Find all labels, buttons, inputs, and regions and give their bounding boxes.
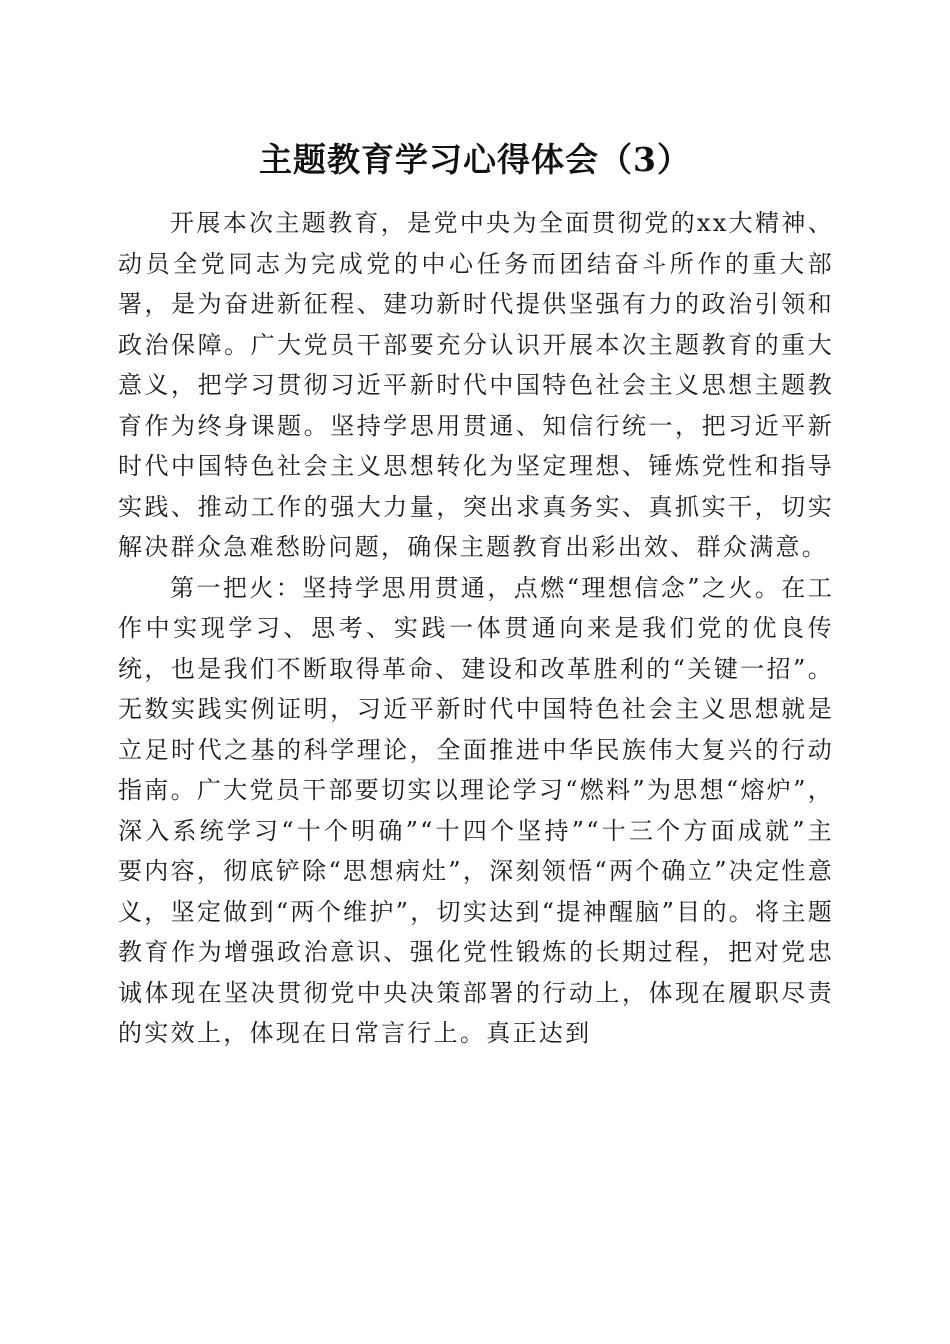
document-title: 主题教育学习心得体会（3） (259, 140, 691, 179)
paragraph-first-fire: 第一把火：坚持学思用贯通，点燃“理想信念”之火。在工作中实现学习、思考、实践一体贯通向来是我们党的优良传统，也是我们不断取得革命、建设和改革胜利的“关键一招”。无数实践实例证明，习近平新时代中国特色社会主义思想就是立足时代之基的科学理论，全面推进中华民族伟大复兴的行动指南。广大党员干部要切实以理论学习“燃料”为思想“熔炉”，深入系统学习“十个明确”“十四个坚持”“十三个方面成就”主要内容，彻底铲除“思想病灶”，深刻领悟“两个确立”决定性意义，坚定做到“两个维护”，切实达到“提神醒脑”目的。将主题教育作为增强政治意识、强化党性锻炼的长期过程，把对党忠诚体现在坚决贯彻党中央决策部署的行动上，体现在履职尽责的实效上，体现在日常言行上。真正达到 (118, 573, 834, 1047)
document-body (118, 203, 834, 1054)
paragraph-intro: 开展本次主题教育，是党中央为全面贯彻党的xx大精神、动员全党同志为完成党的中心任务而团结奋斗所作的重大部署，是为奋进新征程、建功新时代提供坚强有力的政治引领和政治保障。广大党员干部要充分认识开展本次主题教育的重大意义，把学习贯彻习近平新时代中国特色社会主义思想主题教育作为终身课题。坚持学思用贯通、知信行统一，把习近平新时代中国特色社会主义思想转化为坚定理想、锤炼党性和指导实践、推动工作的强大力量，突出求真务实、真抓实干，切实解决群众急难愁盼问题，确保主题教育出彩出效、群众满意。 (118, 209, 834, 561)
